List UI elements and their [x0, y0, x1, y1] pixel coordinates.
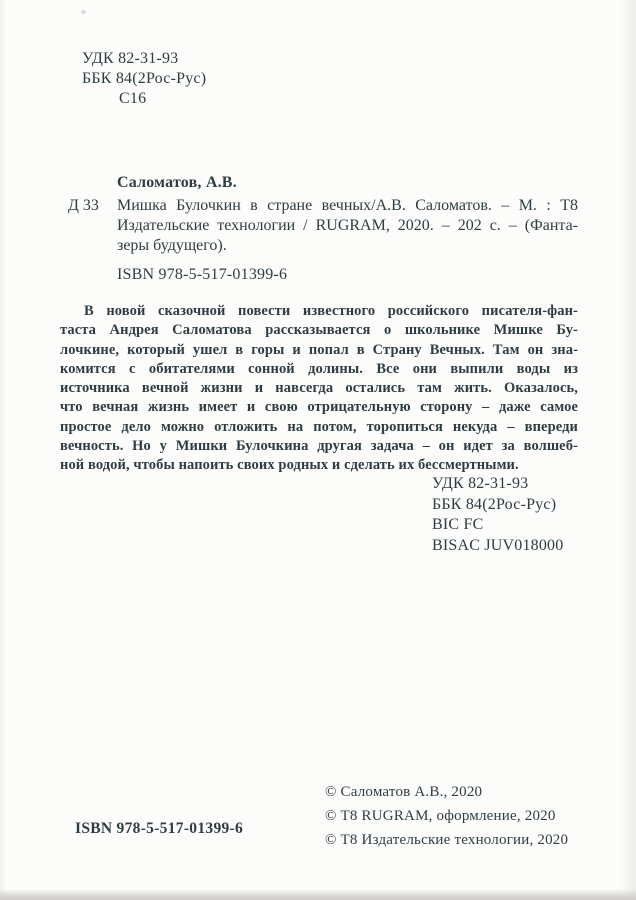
copyright-line: © Т8 Издательские технологии, 2020	[325, 832, 569, 848]
catalog-entry-line: Мишка Булочкин в стране вечных/А.В. Саломатов. – М. : Т8	[117, 197, 578, 214]
copyright-line: © Саломатов А.В., 2020	[325, 784, 483, 800]
udk-line: УДК 82-31-93	[432, 475, 529, 492]
page-edge-left	[0, 0, 6, 900]
annotation-line: что вечная жизнь имеет и свою отрицательную сторону – даже самое	[60, 399, 578, 416]
top-classification-codes	[82, 49, 206, 109]
page-edge-right	[620, 0, 636, 900]
page-edge-bottom	[0, 889, 636, 900]
catalog-entry	[68, 196, 578, 256]
annotation-line: комится с обитателями сонной долины. Все они выпили воды из	[60, 360, 578, 377]
catalog-entry-code: Д 33	[68, 197, 99, 214]
annotation-line: лочкине, который ушел в горы и попал в Страну Вечных. Там он зна-	[60, 341, 578, 358]
classification-codes-block	[432, 474, 563, 556]
catalog-entry-line: Издательские технологии / RUGRAM, 2020. – 202 с. – (Фанта-	[117, 217, 578, 234]
catalog-entry-line: зеры будущего).	[117, 237, 227, 254]
udk-line: УДК 82-31-93	[82, 50, 179, 67]
annotation-line: таста Андрея Саломатова рассказывается о школьнике Мишке Бу-	[60, 322, 578, 339]
isbn-top: ISBN 978-5-517-01399-6	[117, 266, 288, 283]
catalog-author: Саломатов, А.В.	[117, 174, 237, 191]
scan-speck	[81, 10, 86, 14]
isbn-bottom: ISBN 978-5-517-01399-6	[75, 820, 244, 837]
copyright-line: © Т8 RUGRAM, оформление, 2020	[325, 808, 556, 824]
annotation-paragraph	[60, 302, 578, 476]
annotation-line: источника вечной жизни и навсегда остались там жить. Оказалось,	[60, 380, 578, 397]
catalog-entry-text	[117, 196, 578, 256]
annotation-line: простое дело можно отложить на потом, торопиться некуда – впереди	[60, 418, 578, 435]
copyright-block	[325, 780, 568, 852]
annotation-line: вечность. Но у Мишки Булочкина другая задача – он идет за волшеб-	[60, 438, 578, 455]
annotation-line: ной водой, чтобы напоить своих родных и сделать их бессмертными.	[60, 457, 519, 474]
bic-line: BIC FC	[432, 516, 484, 533]
author-sign-code: С16	[119, 90, 147, 107]
bisac-line: BISAC JUV018000	[432, 536, 564, 554]
bbk-line: ББК 84(2Рос-Рус)	[82, 70, 207, 87]
annotation-line: В новой сказочной повести известного российского писателя-фан-	[84, 303, 578, 319]
bbk-line: ББК 84(2Рос-Рус)	[432, 495, 557, 513]
